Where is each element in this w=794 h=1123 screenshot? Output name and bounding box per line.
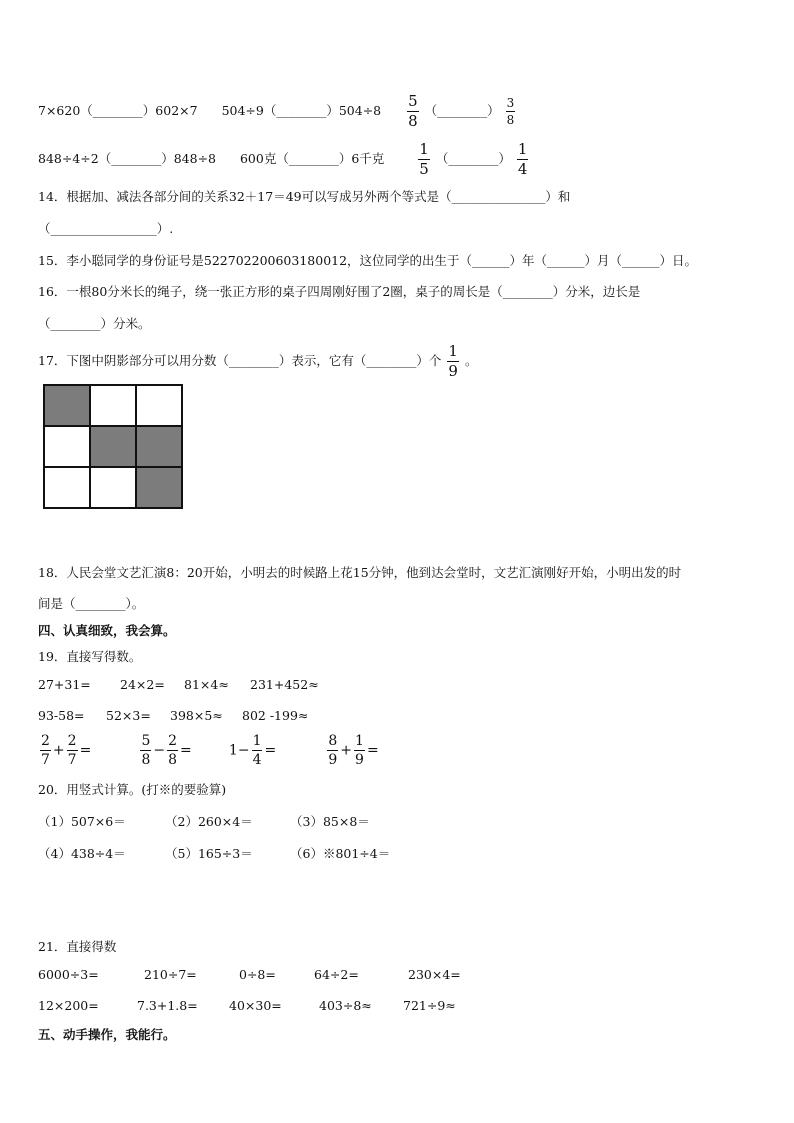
question-15: 15．李小聪同学的身份证号是522702200603180012，这位同学的出生于（______）年（______）月（______）日。 — [38, 253, 698, 268]
q19-row-2 — [38, 708, 308, 723]
calc-item: 12×200= — [38, 998, 99, 1013]
fraction-expression: $\frac{2}{7}$ + $\frac{2}{7}$ = — [41, 733, 92, 768]
fraction-expression: $\frac{5}{8}$ − $\frac{2}{8}$ = — [141, 733, 192, 768]
fraction: $\frac{5}{8}$ — [408, 92, 418, 130]
calc-item: 64÷2= — [314, 967, 359, 982]
calc-item: 24×2= — [120, 677, 165, 692]
grid-cell — [136, 385, 182, 426]
calc-item: 230×4= — [408, 967, 461, 982]
compare-item: 504÷9（________）504÷8 — [221, 103, 382, 118]
question-14-line-1: 14．根据加、减法各部分间的关系32＋17＝49可以写成另外两个等式是（_______________）和 — [38, 189, 571, 204]
fraction-expression: $\frac{8}{9}$ + $\frac{1}{9}$ = — [328, 733, 379, 768]
question-20-title: 20．用竖式计算。(打※的要验算) — [38, 782, 227, 797]
question-17: 17．下图中阴影部分可以用分数（________）表示，它有（________）个 $\frac{1}{9}$ 。 — [38, 342, 478, 380]
calc-item: 721÷9≈ — [403, 998, 456, 1013]
calc-item: 52×3= — [106, 708, 151, 723]
calc-item: 802 -199≈ — [242, 708, 309, 723]
q19-fraction-row — [38, 734, 379, 767]
calc-item: 81×4≈ — [184, 677, 229, 692]
fraction: $\frac{1}{9}$ — [448, 342, 458, 380]
grid-cell-shaded — [44, 385, 90, 426]
calc-item: （1）507×6＝ — [38, 814, 126, 829]
compare-blank: （________） — [424, 103, 500, 118]
question-19-title: 19．直接写得数。 — [38, 649, 142, 664]
question-17-text: 17．下图中阴影部分可以用分数（________）表示，它有（________）个 — [38, 353, 442, 368]
section-5-heading: 五、动手操作，我能行。 — [38, 1027, 176, 1042]
calc-item: （3）85×8＝ — [290, 814, 370, 829]
fraction: $\frac{3}{8}$ — [506, 96, 515, 127]
calc-item: 6000÷3= — [38, 967, 99, 982]
compare-item: 7×620（________）602×7 — [38, 103, 198, 118]
compare-item: 848÷4÷2（________）848÷8 — [38, 151, 216, 166]
grid-cell — [90, 385, 136, 426]
grid-cell — [44, 426, 90, 467]
grid-cell — [44, 467, 90, 508]
question-14-line-2: （_________________）. — [38, 221, 174, 236]
calc-item: （5）165÷3＝ — [165, 846, 253, 861]
fraction-expression: 1− $\frac{1}{4}$ = — [228, 733, 277, 768]
calc-item: 231+452≈ — [250, 677, 319, 692]
q19-row-1 — [38, 677, 319, 692]
q20-row-1 — [38, 812, 370, 830]
calc-item: （4）438÷4＝ — [38, 846, 126, 861]
calc-item: 93-58= — [38, 708, 85, 723]
question-18-line-2: 间是（________）。 — [38, 596, 145, 611]
question-18-line-1: 18．人民会堂文艺汇演8：20开始，小明去的时候路上花15分钟，他到达会堂时，文艺汇演刚好开始，小明出发的时 — [38, 565, 682, 580]
grid-cell — [90, 467, 136, 508]
question-16-line-1: 16．一根80分米长的绳子，绕一张正方形的桌子四周刚好围了2圈，桌子的周长是（________）分米，边长是 — [38, 284, 641, 299]
calc-item: 210÷7= — [144, 967, 197, 982]
grid-cell-shaded — [90, 426, 136, 467]
calc-item: 40×30= — [229, 998, 282, 1013]
calc-item: 27+31= — [38, 677, 91, 692]
compare-row-1 — [38, 94, 517, 129]
calc-item: 0÷8= — [239, 967, 276, 982]
compare-row-2 — [38, 142, 530, 177]
fraction: $\frac{1}{5}$ — [419, 140, 429, 178]
section-4-heading: 四、认真细致，我会算。 — [38, 623, 176, 638]
q20-row-2 — [38, 844, 390, 862]
compare-blank: （________） — [435, 151, 511, 166]
calc-item: 398×5≈ — [170, 708, 223, 723]
calc-item: 403÷8≈ — [319, 998, 372, 1013]
grid-cell-shaded — [136, 467, 182, 508]
grid-cell-shaded — [136, 426, 182, 467]
compare-item: 600克（________）6千克 — [239, 151, 385, 166]
shaded-grid — [43, 384, 183, 509]
calc-item: （6）※801÷4＝ — [290, 846, 391, 861]
q21-row-1 — [38, 967, 461, 982]
calc-item: 7.3+1.8= — [137, 998, 198, 1013]
q21-row-2 — [38, 998, 456, 1013]
question-21-title: 21．直接得数 — [38, 939, 117, 954]
question-16-line-2: （________）分米。 — [38, 316, 151, 331]
calc-item: （2）260×4＝ — [165, 814, 253, 829]
fraction: $\frac{1}{4}$ — [517, 140, 528, 178]
